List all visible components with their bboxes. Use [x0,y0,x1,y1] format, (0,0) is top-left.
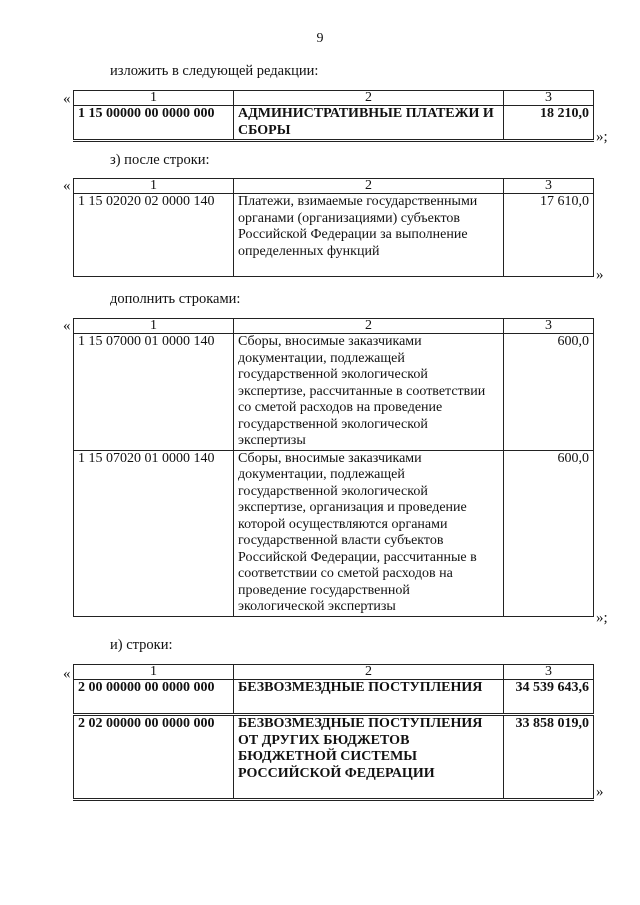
column-header-1: 1 [74,91,234,106]
table-row [74,194,594,277]
section-2-open-quote: « [63,178,71,194]
table-header-row [74,179,594,194]
table-row [74,450,594,616]
section-3-close-quote: »; [596,610,608,626]
section-3-table [73,318,594,617]
row-code: 1 15 07000 01 0000 140 [74,334,234,451]
table-header-row [74,319,594,334]
row-name: Сборы, вносимые заказчиками документации, подлежащей государственной экологической экспертизе, рассчитанные в соответствии со сметой расходов на проведение государственной экологической экспертизы [234,334,504,451]
column-header-3: 3 [504,665,594,680]
column-header-2: 2 [234,319,504,334]
row-name: Платежи, взимаемые государственными органами (организациями) субъектов Российской Федерации за выполнение определенных функций [234,194,504,277]
table-row [74,106,594,141]
row-name: Сборы, вносимые заказчиками документации, подлежащей государственной экологической экспертизе, организация и проведение которой осуществляются органами государственной власти субъектов Российской Федерации, рассчитанные в соответствии со сметой расходов на проведение государственной экологической экспертизы [234,450,504,616]
section-4-intro: и) строки: [110,637,173,653]
page-number: 9 [316,31,324,46]
table-row [74,715,594,800]
row-code: 1 15 07020 01 0000 140 [74,450,234,616]
table-header-row [74,91,594,106]
column-header-1: 1 [74,179,234,194]
column-header-2: 2 [234,665,504,680]
row-name: АДМИНИСТРАТИВНЫЕ ПЛАТЕЖИ И СБОРЫ [234,106,504,141]
section-2-close-quote: » [596,267,604,283]
column-header-2: 2 [234,91,504,106]
section-3-intro: дополнить строками: [110,291,241,307]
row-value: 33 858 019,0 [504,715,594,800]
section-4-table [73,664,594,801]
section-1-intro: изложить в следующей редакции: [110,63,319,79]
section-1-close-quote: »; [596,129,608,145]
column-header-2: 2 [234,179,504,194]
row-value: 34 539 643,6 [504,680,594,715]
section-1-table [73,90,594,142]
row-value: 18 210,0 [504,106,594,141]
row-code: 1 15 00000 00 0000 000 [74,106,234,141]
row-name: БЕЗВОЗМЕЗДНЫЕ ПОСТУПЛЕНИЯ ОТ ДРУГИХ БЮДЖЕТОВ БЮДЖЕТНОЙ СИСТЕМЫ РОССИЙСКОЙ ФЕДЕРАЦИИ [234,715,504,800]
column-header-1: 1 [74,319,234,334]
section-3-open-quote: « [63,318,71,334]
row-value: 600,0 [504,334,594,451]
column-header-3: 3 [504,319,594,334]
row-code: 2 02 00000 00 0000 000 [74,715,234,800]
section-1-open-quote: « [63,91,71,107]
row-value: 600,0 [504,450,594,616]
row-code: 2 00 00000 00 0000 000 [74,680,234,715]
section-2-table [73,178,594,277]
row-code: 1 15 02020 02 0000 140 [74,194,234,277]
section-4-close-quote: » [596,784,604,800]
column-header-3: 3 [504,91,594,106]
row-value: 17 610,0 [504,194,594,277]
section-4-open-quote: « [63,666,71,682]
row-name: БЕЗВОЗМЕЗДНЫЕ ПОСТУПЛЕНИЯ [234,680,504,715]
section-2-intro: з) после строки: [110,152,210,168]
table-row [74,334,594,451]
table-header-row [74,665,594,680]
column-header-1: 1 [74,665,234,680]
table-row [74,680,594,715]
column-header-3: 3 [504,179,594,194]
